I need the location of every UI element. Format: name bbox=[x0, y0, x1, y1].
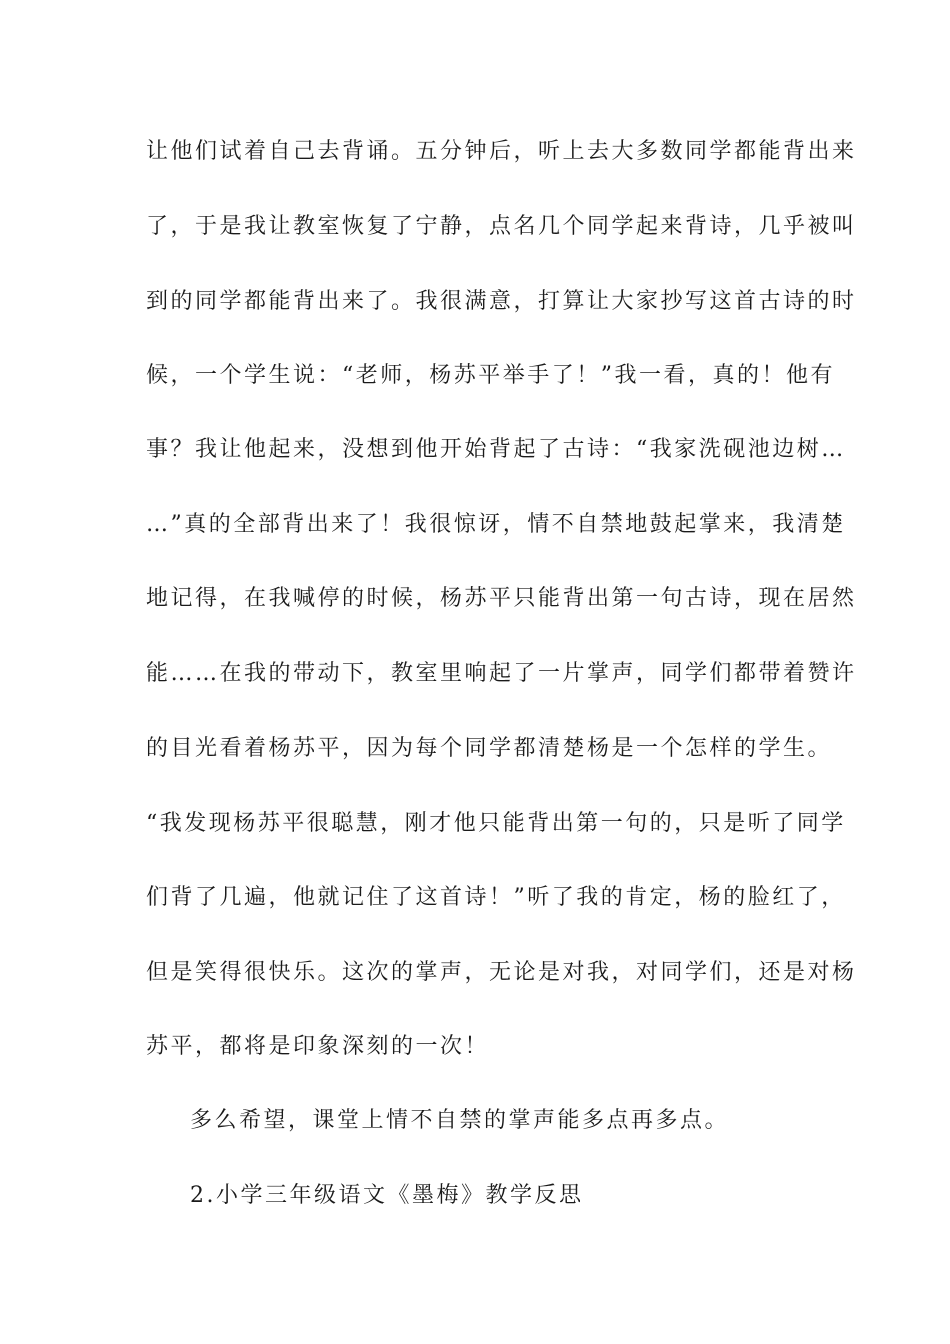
closing-paragraph: 多么希望，课堂上情不自禁的掌声能多点再多点。 bbox=[190, 1108, 730, 1133]
body-text-line: 但是笑得很快乐。这次的掌声，无论是对我，对同学们，还是对杨 bbox=[146, 960, 857, 985]
body-text-line: 能……在我的带动下，教室里响起了一片掌声，同学们都带着赞许 bbox=[146, 661, 857, 686]
section-heading: 2.小学三年级语文《墨梅》教学反思 bbox=[190, 1183, 584, 1208]
body-text-line: 候，一个学生说：“老师，杨苏平举手了！”我一看，真的！他有 bbox=[146, 363, 835, 388]
body-text-line: 的目光看着杨苏平，因为每个同学都清楚杨是一个怎样的学生。 bbox=[146, 736, 833, 761]
body-text-line: “我发现杨苏平很聪慧，刚才他只能背出第一句的，只是听了同学 bbox=[146, 811, 846, 836]
body-text-line: 了，于是我让教室恢复了宁静，点名几个同学起来背诗，几乎被叫 bbox=[146, 214, 857, 239]
body-text-line: …”真的全部背出来了！我很惊讶，情不自禁地鼓起掌来，我清楚 bbox=[146, 512, 846, 537]
body-text-line: 事？我让他起来，没想到他开始背起了古诗：“我家洗砚池边树… bbox=[146, 437, 846, 462]
body-text-line: 地记得，在我喊停的时候，杨苏平只能背出第一句古诗，现在居然 bbox=[146, 586, 857, 611]
body-text-line: 让他们试着自己去背诵。五分钟后，听上去大多数同学都能背出来 bbox=[146, 139, 857, 164]
body-text-line: 们背了几遍，他就记住了这首诗！”听了我的肯定，杨的脸红了， bbox=[146, 885, 846, 910]
body-text-line: 苏平，都将是印象深刻的一次！ bbox=[146, 1034, 490, 1059]
body-text-line: 到的同学都能背出来了。我很满意，打算让大家抄写这首古诗的时 bbox=[146, 289, 857, 314]
